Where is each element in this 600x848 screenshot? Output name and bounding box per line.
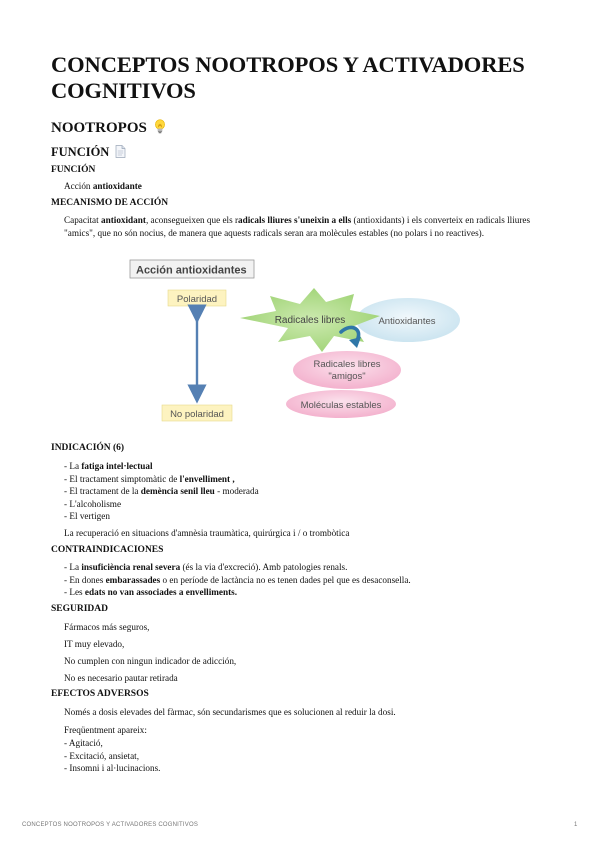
indicacion-list	[64, 460, 259, 523]
list-item: - El tractament simptomàtic de l'envelliment ,	[64, 473, 235, 484]
subsection-heading	[51, 145, 126, 162]
list-item: - Excitació, ansietat,	[64, 750, 139, 761]
footer-title: CONCEPTOS NOOTROPOS Y ACTIVADORES COGNITIVOS	[22, 822, 199, 828]
list-item: - La insuficiència renal severa (és la via d'excreció). Amb patologies renals.	[64, 562, 348, 572]
seguridad-line: No cumplen con ningun indicador de adicción,	[64, 656, 237, 666]
antioxidantes-label: Antioxidantes	[378, 316, 436, 327]
funcion-text: Acción antioxidante	[64, 181, 142, 191]
list-item: - En dones embarassades o en període de lactància no es tenen dades pel que es desaconsella.	[64, 574, 411, 585]
section-label: NOOTROPOS	[51, 120, 147, 136]
polaridad-label: Polaridad	[176, 294, 218, 305]
moleculas-estables-label: Moléculas estables	[300, 400, 382, 411]
list-item: - El tractament de la demència senil lleu - moderada	[64, 486, 259, 497]
efectos-list	[64, 737, 160, 775]
efectos-heading: EFECTOS ADVERSOS	[51, 689, 149, 699]
antioxidant-diagram	[128, 256, 468, 428]
list-item: - El vertigen	[64, 511, 110, 522]
list-item: - Insomni i al·lucinacions.	[64, 763, 161, 774]
radicales-amigos-shape	[293, 351, 401, 389]
page-title: CONCEPTOS NOOTROPOS Y ACTIVADORES COGNITIVOS	[51, 52, 525, 103]
seguridad-line: IT muy elevado,	[64, 639, 125, 649]
list-item: - La fatiga intel·lectual	[64, 461, 153, 471]
efectos-intro: Freqüentment apareix:	[64, 725, 147, 735]
contraindicaciones-list	[64, 561, 411, 599]
indicacion-heading: INDICACIÓN (6)	[51, 443, 125, 453]
mecanismo-text: Capacitat antioxidant, aconsegueixen que els radicals lliures s'uneixin a ells (antioxidants) i els converteix en radicals lliures "amics", que no són nocius, de manera que aquests radicals seran ara molècules estables (no polars i no reactives).	[64, 215, 531, 238]
indicacion-extra: La recuperació en situacions d'amnèsia traumàtica, quirúrgica i / o trombòtica	[64, 528, 350, 538]
contraindicaciones-heading: CONTRAINDICACIONES	[51, 545, 164, 555]
no-polaridad-label: No polaridad	[170, 409, 224, 420]
list-item: - Agitació,	[64, 738, 103, 748]
seguridad-line: No es necesario pautar retirada	[64, 673, 178, 683]
list-item: - Les edats no van associades a envelliments.	[64, 587, 238, 598]
radicales-amigos-line1: Radicales libres	[313, 359, 381, 370]
funcion-heading: FUNCIÓN	[51, 165, 96, 175]
mecanismo-heading: MECANISMO DE ACCIÓN	[51, 198, 169, 208]
section-heading	[51, 119, 166, 139]
document-icon	[115, 145, 126, 162]
seguridad-heading: SEGURIDAD	[51, 604, 109, 614]
radicales-libres-label: Radicales libres	[274, 315, 346, 326]
diagram-title: Acción antioxidantes	[136, 264, 247, 277]
page-number: 1	[574, 822, 578, 828]
radicales-amigos-line2: "amigos"	[328, 371, 366, 382]
light-bulb-icon	[154, 119, 166, 139]
list-item: - L'alcoholisme	[64, 498, 122, 509]
subsection-label: FUNCIÓN	[51, 145, 110, 159]
efectos-text: Només a dosis elevades del fàrmac, són secundarismes que es solucionen al reduir la dosi.	[64, 707, 396, 717]
seguridad-line: Fármacos más seguros,	[64, 622, 150, 632]
